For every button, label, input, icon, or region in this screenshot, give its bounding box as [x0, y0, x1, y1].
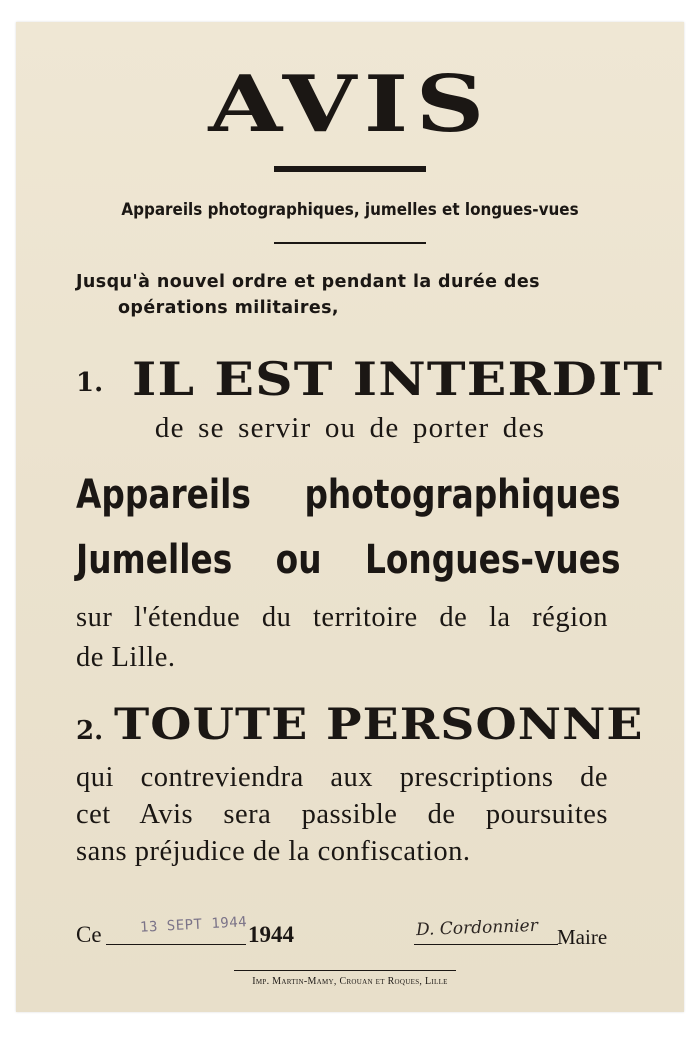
intro-line-1: Jusqu'à nouvel ordre et pendant la durée des: [76, 272, 540, 292]
section-1-number: 1.: [76, 368, 104, 398]
intro-line-2: opérations militaires,: [118, 298, 339, 318]
section-1-body-line-1: sur l'étendue du territoire de la région: [76, 602, 608, 633]
section-1-body-line-2: de Lille.: [76, 642, 176, 673]
section-2-body-line-1: qui contreviendra aux prescriptions de: [76, 762, 608, 793]
poster-title: AVIS: [208, 59, 492, 150]
poster-subtitle: Appareils photographiques, jumelles et longues-vues: [121, 200, 579, 219]
section-2-heading: TOUTE PERSONNE: [114, 700, 644, 750]
signature-line: [414, 944, 558, 945]
date-label: Ce: [76, 922, 102, 947]
maire-label: Maire: [557, 925, 608, 949]
mayor-signature: D. Cordonnier: [415, 915, 539, 941]
printer-imprint: Imp. Martin-Mamy, Crouan et Roques, Lille: [252, 976, 448, 987]
section-1-big-line-2: Jumelles ou Longues-vues: [76, 537, 621, 583]
imprint-rule: [234, 970, 456, 971]
section-1-heading: IL EST INTERDIT: [132, 352, 664, 406]
section-2-body-line-3: sans préjudice de la confiscation.: [76, 836, 471, 867]
date-stamp: 13 SEPT 1944: [139, 914, 248, 936]
section-1-line: de se servir ou de porter des: [154, 412, 546, 444]
section-2-number: 2.: [76, 716, 104, 746]
subtitle-rule: [274, 242, 426, 244]
year-label: 1944: [248, 922, 294, 947]
title-rule: [274, 166, 426, 172]
date-blank-line: [106, 944, 246, 945]
section-1-big-line-1: Appareils photographiques: [76, 472, 621, 518]
section-2-body-line-2: cet Avis sera passible de poursuites: [76, 799, 608, 830]
poster: [16, 22, 684, 1012]
